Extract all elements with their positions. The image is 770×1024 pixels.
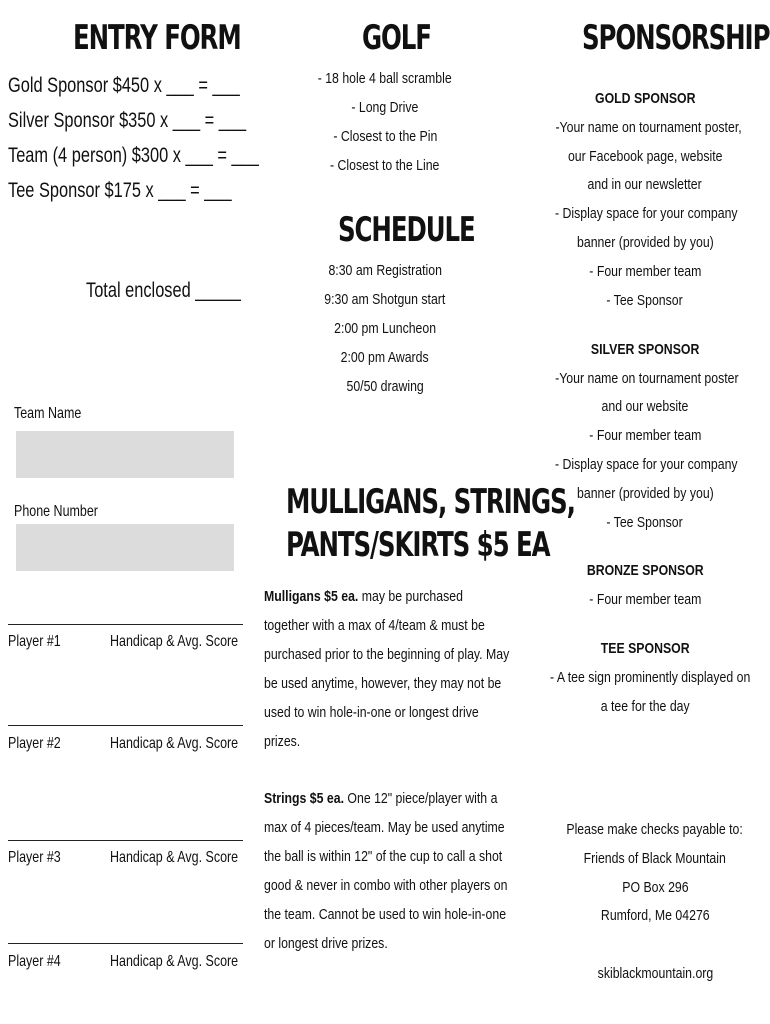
gold-sponsor-line: - Four member team: [588, 263, 702, 280]
golf-title: GOLF: [362, 18, 431, 58]
tee-sponsor-title: TEE SPONSOR: [600, 640, 690, 657]
entry-form-title: ENTRY FORM: [73, 18, 241, 58]
sponsorship-title: SPONSORSHIP: [582, 18, 770, 58]
schedule-title: SCHEDULE: [338, 210, 475, 250]
payable-line: Rumford, Me 04276: [600, 907, 710, 924]
player-1-line[interactable]: [8, 624, 243, 625]
gold-sponsor-line: and in our newsletter: [587, 176, 703, 193]
strings-price: Strings $5 ea.: [264, 790, 344, 807]
mulligans-text: may be purchased together with a max of 4/team & must be purchased prior to the beginning of play. May be used anytime, however, they may not be used to win hole-in-one or longest drive prizes.: [264, 588, 510, 750]
mulligans-paragraph: [264, 582, 510, 756]
payable-line: Friends of Black Mountain: [583, 850, 727, 867]
player-2-handicap: Handicap & Avg. Score: [110, 735, 239, 752]
gold-sponsor-line: - Display space for your company: [555, 205, 738, 222]
price-line-team: Team (4 person) $300 x ___ = ___: [8, 144, 259, 167]
golf-item: - 18 hole 4 ball scramble: [317, 70, 452, 87]
total-enclosed: Total enclosed _____: [86, 279, 241, 302]
price-line-silver: Silver Sponsor $350 x ___ = ___: [8, 109, 247, 132]
silver-sponsor-line: - Four member team: [588, 427, 702, 444]
silver-sponsor-line: banner (provided by you): [576, 485, 714, 502]
silver-sponsor-line: and our website: [601, 398, 689, 415]
silver-sponsor-line: - Display space for your company: [555, 456, 738, 473]
silver-sponsor-title: SILVER SPONSOR: [590, 341, 700, 358]
team-name-label: Team Name: [14, 405, 82, 422]
strings-paragraph: [264, 784, 510, 958]
gold-sponsor-line: -Your name on tournament poster,: [555, 119, 742, 136]
player-4-label: Player #4: [8, 953, 61, 970]
payable-line: PO Box 296: [621, 879, 689, 896]
player-2-line[interactable]: [8, 725, 243, 726]
golf-item: - Closest to the Line: [330, 157, 440, 174]
phone-number-label: Phone Number: [14, 503, 98, 520]
payable-line: Please make checks payable to:: [566, 821, 744, 838]
player-1-label: Player #1: [8, 633, 61, 650]
bronze-sponsor-line: - Four member team: [588, 591, 702, 608]
strings-text: One 12" piece/player with a max of 4 pieces/team. May be used anytime the ball is within 12" of the cup to call a shot good & never in combo with other players on the team. Cannot be used to win hole-in-one or longest drive prizes.: [264, 790, 508, 952]
schedule-item: 2:00 pm Luncheon: [334, 320, 436, 337]
gold-sponsor-line: our Facebook page, website: [567, 148, 723, 165]
silver-sponsor-line: - Tee Sponsor: [606, 514, 684, 531]
player-3-line[interactable]: [8, 840, 243, 841]
schedule-item: 50/50 drawing: [346, 378, 424, 395]
schedule-item: 9:30 am Shotgun start: [324, 291, 446, 308]
silver-sponsor-line: -Your name on tournament poster: [555, 370, 739, 387]
mulligans-title-line2: PANTS/SKIRTS $5 EA: [286, 525, 550, 565]
golf-item: - Closest to the Pin: [333, 128, 437, 145]
schedule-item: 2:00 pm Awards: [341, 349, 429, 366]
gold-sponsor-title: GOLD SPONSOR: [594, 90, 696, 107]
gold-sponsor-line: - Tee Sponsor: [606, 292, 684, 309]
tee-sponsor-line: a tee for the day: [600, 698, 690, 715]
golf-item: - Long Drive: [351, 99, 419, 116]
team-name-field[interactable]: [16, 431, 234, 478]
player-4-handicap: Handicap & Avg. Score: [110, 953, 239, 970]
bronze-sponsor-title: BRONZE SPONSOR: [586, 562, 704, 579]
phone-number-field[interactable]: [16, 524, 234, 571]
player-4-line[interactable]: [8, 943, 243, 944]
player-2-label: Player #2: [8, 735, 61, 752]
player-3-handicap: Handicap & Avg. Score: [110, 849, 239, 866]
player-1-handicap: Handicap & Avg. Score: [110, 633, 239, 650]
mulligans-price: Mulligans $5 ea.: [264, 588, 359, 605]
tee-sponsor-line: - A tee sign prominently displayed on: [549, 669, 751, 686]
schedule-item: 8:30 am Registration: [328, 262, 442, 279]
price-line-tee: Tee Sponsor $175 x ___ = ___: [8, 179, 232, 202]
website-link[interactable]: skiblackmountain.org: [597, 965, 713, 982]
gold-sponsor-line: banner (provided by you): [576, 234, 714, 251]
mulligans-title-line1: MULLIGANS, STRINGS,: [286, 482, 575, 522]
player-3-label: Player #3: [8, 849, 61, 866]
price-line-gold: Gold Sponsor $450 x ___ = ___: [8, 74, 240, 97]
